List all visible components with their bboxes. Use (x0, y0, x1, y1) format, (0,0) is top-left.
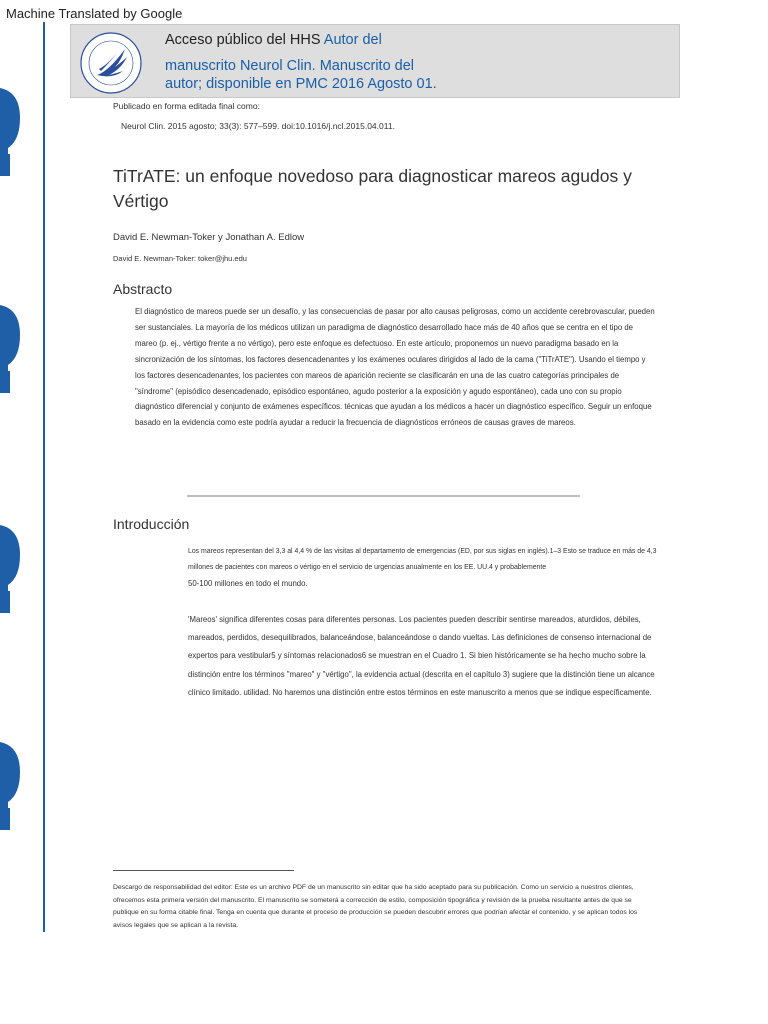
introduction-paragraph-1-tail: 50-100 millones en todo el mundo. (188, 579, 308, 588)
author-manuscript-tab-icon (0, 525, 20, 613)
author-manuscript-tab-icon (0, 88, 20, 176)
left-margin-rule (43, 22, 45, 932)
hhs-public-access-header (70, 24, 680, 98)
abstract-heading: Abstracto (113, 281, 173, 297)
authors: David E. Newman-Toker y Jonathan A. Edlow (113, 232, 305, 243)
introduction-paragraph-1 (188, 544, 668, 593)
article-title: TiTrATE: un enfoque novedoso para diagnosticar mareos agudos y Vértigo (113, 166, 632, 211)
introduction-paragraph-2: 'Mareos' significa diferentes cosas para diferentes personas. Los pacientes pueden describir sentirse mareados, aturdidos, débiles, mareados, perdidos, desequilibrados, balanceándose, balanceándose o dando vueltas. Las definiciones de consenso internacional de expertos para vestibular5 y síntomas relacionados6 se muestran en el Cuadro 1. Si bien históricamente se ha hecho mucho sobre la distinción entre los términos "mareo" y "vértigo", la evidencia actual (descrita en el capítulo 3) sugiere que la distinción tiene un alcance clínico limitado. utilidad. No haremos una distinción entre estos términos en este manuscrito a menos que se indique específicamente. (188, 615, 655, 697)
author-manuscript-tab-icon (0, 305, 20, 393)
header-line3[interactable]: autor; disponible en PMC 2016 Agosto 01. (165, 76, 437, 92)
introduction-heading: Introducción (113, 516, 190, 532)
introduction-paragraph-1-text: Los mareos representan del 3,3 al 4,4 % de las visitas al departamento de emergencias (ED, por sus siglas en inglés).1–3 Esto se traduce en más de 4,3 millones de pacientes con mareos o vértigo en el servicio de urgencias anualmente en los EE. UU.4 y probablemente (188, 548, 657, 571)
editor-disclaimer-footnote: Descargo de responsabilidad del editor: Este es un archivo PDF de un manuscrito sin editar que ha sido aceptado para su publicación. Como un servicio a nuestros clientes, ofrecemos esta primera versión del manuscrito. El manuscrito se someterá a corrección de estilo, composición tipográfica y revisión de la prueba resultante antes de que se publique en su forma citable final. Tenga en cuenta que durante el proceso de producción se pueden descubrir errores que podrían afectar el contenido, y se aplican todos los avisos legales que se aplican a la revista. (113, 884, 638, 929)
publication-note: Publicado en forma editada final como: (113, 101, 260, 111)
citation: Neurol Clin. 2015 agosto; 33(3): 577–599. doi:10.1016/j.ncl.2015.04.011. (121, 121, 395, 131)
footnote-rule (113, 870, 294, 871)
corresponding-contact: David E. Newman-Toker: toker@jhu.edu (113, 254, 247, 263)
header-line1-plain: Acceso público del HHS (165, 32, 324, 48)
header-line2[interactable]: manuscrito Neurol Clin. Manuscrito del (165, 58, 415, 74)
header-line1-link[interactable]: Autor del (323, 32, 382, 48)
machine-translation-banner: Machine Translated by Google (6, 6, 183, 21)
author-manuscript-tab-icon (0, 742, 20, 830)
hhs-eagle-seal-icon (79, 31, 143, 95)
section-divider (187, 495, 580, 497)
abstract-body: El diagnóstico de mareos puede ser un desafío, y las consecuencias de pasar por alto causas peligrosas, como un accidente cerebrovascular, pueden ser sustanciales. La mayoría de los médicos utilizan un paradigma de diagnóstico desarrollado hace más de 40 años que se centra en el tipo de mareo (p. ej., vértigo frente a no vértigo), pero este enfoque es defectuoso. En este artículo, proponemos un nuevo paradigma basado en la sincronización de los síntomas, los factores desencadenantes y los exámenes oculares dirigidos al lado de la cama ("TiTrATE"). Usando el tiempo y los factores desencadenantes, los pacientes con mareos de aparición reciente se clasificarán en una de las cuatro categorías principales de "síndrome" (episódico desencadenado, episódico espontáneo, agudo posterior a la exposición y agudo espontáneo), cada uno con su propio diagnóstico diferencial y conjunto de exámenes específicos. técnicas que ayudan a los médicos a hacer un diagnóstico específico. Seguir un enfoque basado en la evidencia como este podría ayudar a reducir la frecuencia de diagnósticos erróneos de causas graves de mareos. (135, 307, 655, 428)
